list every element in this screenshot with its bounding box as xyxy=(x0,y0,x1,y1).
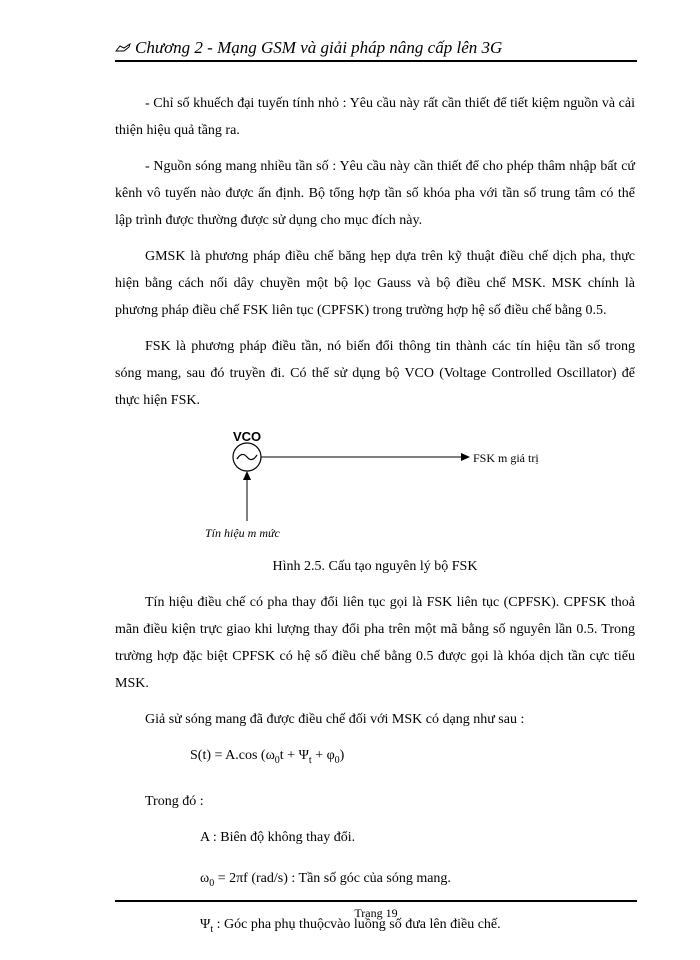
paragraph-5: Tín hiệu điều chế có pha thay đổi liên tục gọi là FSK liên tục (CPFSK). CPFSK thoả mãn điều kiện trực giao khi lượng thay đổi pha trên một mã bằng số nguyên lần 0.5. Trong trường hợp đặc biệt CPFSK có hệ số điều chế bằng 0.5 được gọi là khóa dịch tần cực tiểu MSK. xyxy=(115,595,635,691)
figure-caption: Hình 2.5. Cấu tạo nguyên lý bộ FSK xyxy=(272,559,478,574)
page-number: Trang 19 xyxy=(354,906,398,920)
header-divider xyxy=(115,60,637,62)
eq-sub-t: t xyxy=(308,754,312,766)
equation xyxy=(190,742,635,774)
def-omega-sub: 0 xyxy=(209,877,215,889)
paragraph-6: Giả sử sóng mang đã được điều chế đối với MSK có dạng như sau : xyxy=(145,712,525,727)
footer-divider xyxy=(115,900,637,902)
fsk-diagram xyxy=(115,423,635,553)
pencil-hand-icon xyxy=(115,43,131,53)
output-label: FSK m giá trị xyxy=(473,451,539,465)
document-body xyxy=(115,90,635,956)
def-psi-text: : Góc pha phụ thuộcvào luồng số đưa lên điều chế. xyxy=(216,916,501,932)
definition-omega xyxy=(200,865,635,897)
def-omega-sym: ω xyxy=(200,870,210,886)
def-omega-text: = 2πf (rad/s) : Tần số góc của sóng mang. xyxy=(214,870,451,886)
eq-lhs: S(t) = A.cos ( xyxy=(190,748,266,763)
def-psi-sub: t xyxy=(210,923,214,935)
paragraph-2: - Nguồn sóng mang nhiều tần số : Yêu cầu này cần thiết để cho phép thâm nhập bất cứ kênh vô tuyến nào được ấn định. Bộ tổng hợp tần số khóa pha với tần số trung tâm có thể lập trình được thường được sử dụng cho mục đích này. xyxy=(115,159,635,228)
eq-omega: ω xyxy=(265,748,275,763)
eq-sub0: 0 xyxy=(274,754,280,766)
definition-a: A : Biên độ không thay đổi. xyxy=(200,829,356,845)
input-label: Tín hiệu m mức xyxy=(205,526,280,540)
paragraph-3: GMSK là phương pháp điều chế băng hẹp dựa trên kỹ thuật điều chế dịch pha, thực hiện bằng cách nối dây chuyền một bộ lọc Gauss và bộ điều chế MSK. MSK chính là phương pháp điều chế FSK liên tục (CPFSK) trong trường hợp hệ số điều chế bằng 0.5. xyxy=(115,249,635,318)
eq-plus-phi: + φ xyxy=(311,748,335,763)
paragraph-4: FSK là phương pháp điều tần, nó biến đổi thông tin thành các tín hiệu tần số trong sóng mang, sau đó truyền đi. Có thể sử dụng bộ VCO (Voltage Controlled Oscillator) để thực hiện FSK. xyxy=(115,339,635,408)
paragraph-1: - Chỉ số khuếch đại tuyến tính nhỏ : Yêu cầu này rất cần thiết để tiết kiệm nguồn và cải thiện hiệu quả tầng ra. xyxy=(115,96,635,138)
vco-label: VCO xyxy=(233,429,262,444)
eq-sub0-phi: 0 xyxy=(334,754,340,766)
input-arrow-head xyxy=(243,471,251,480)
header-title: Chương 2 - Mạng GSM và giải pháp nâng cấp lên 3G xyxy=(135,38,503,57)
paragraph-7: Trong đó : xyxy=(145,793,204,809)
fsk-diagram-svg xyxy=(115,423,635,553)
eq-t-plus: t + Ψ xyxy=(279,748,309,763)
sine-wave-icon xyxy=(237,454,257,459)
page-header xyxy=(115,38,635,58)
output-arrow-head xyxy=(461,453,470,461)
eq-close: ) xyxy=(339,748,345,763)
def-psi-sym: Ψ xyxy=(200,916,211,932)
